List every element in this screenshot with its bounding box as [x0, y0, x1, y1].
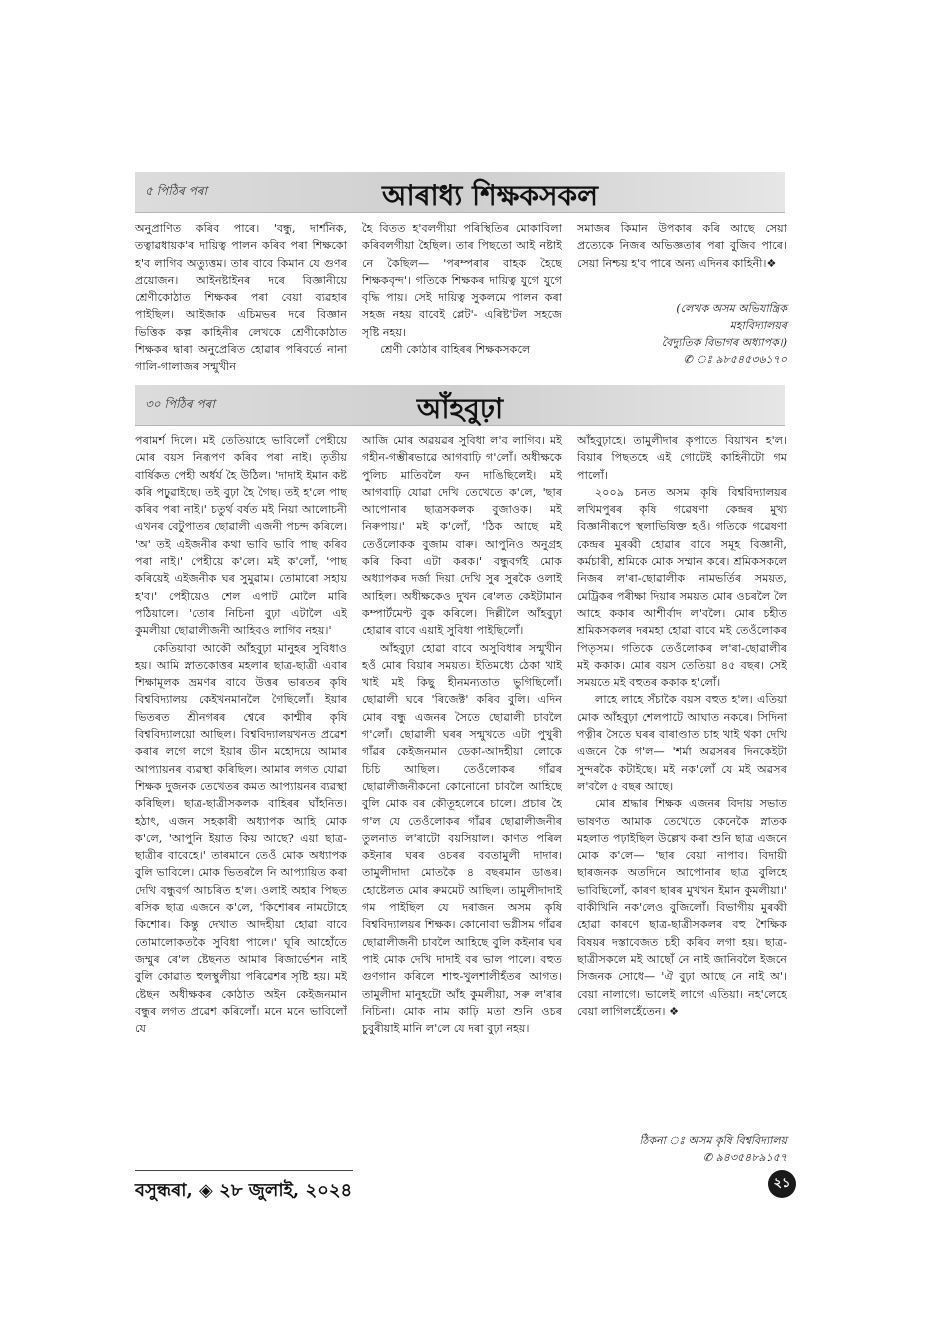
- phone-number: ✆ ৯৪৩৫৪৮৯১৫৭: [702, 1151, 787, 1164]
- paragraph: শ্ৰেণী কোঠাৰ বাহিৰৰ শিক্ষকসকলে: [380, 343, 531, 357]
- article2-column-1: [135, 432, 347, 1164]
- article-header-ahbura: [135, 385, 785, 426]
- paragraph: ২০০৯ চনত অসম কৃষি বিশ্ববিদ্যালয়ৰ লখিমপুৰৰ কৃষি গৱেষণা কেন্দ্ৰৰ মুখ্য বিজ্ঞানীৰূপে স্থলাভিষিক্ত হওঁ। গতিকে গৱেষণা কেন্দ্ৰৰ মুৰব্বী হোৱাৰ বাবে সমূহ বিজ্ঞানী, কৰ্মচাৰী, শ্ৰমিকে মোক সম্মান কৰে। শ্ৰমিকসকলে নিজৰ ল'ৰা-ছোৱালীক নামভৰ্তিৰ সময়ত, মেট্ৰিকৰ পৰীক্ষা দিয়াৰ সময়ত মোৰ ওচৰলৈ লৈ আহে ককাৰ আশীৰ্বাদ ল'বলৈ। মোৰ চহীত শ্ৰমিকসকলৰ দৰমহা হোৱা বাবে মই তেওঁলোকৰ পিতৃসম। গতিকে তেওঁলোকৰ ল'ৰা-ছোৱালীৰ মই ককাক। মোৰ বয়স তেতিয়া ৪৫ বছৰ। সেই সময়তে মই বহুতৰ ককাক হ'লোঁ।: [577, 485, 787, 690]
- article1-column-2: [362, 220, 562, 376]
- credit-line: মহাবিদ্যালয়ৰ: [729, 319, 787, 332]
- continued-from-note: ৩০ পিঠিৰ পৰা: [145, 397, 215, 411]
- paragraph: সমাজৰ কিমান উপকাৰ কৰি আছে সেয়া প্ৰত্যেকে নিজৰ অভিজ্ঞতাৰ পৰা বুজিব পাৰে। সেয়া নিশ্চয় হ'ব পাৰে অন্য এদিনৰ কাহিনী।❖: [577, 222, 787, 270]
- page-number-badge: ২১: [768, 1170, 796, 1198]
- paragraph: পৰামৰ্শ দিলে। মই তেতিয়াহে ভাবিলোঁ পেহীয়ে মোৰ বয়স নিৰূপণ কৰিব পৰা নাই। তৃতীয় বাৰ্ষিকত পেহী অৰ্ধৰ্য হৈ উঠিল। 'দাদাই ইমান কষ্ট কৰি পঢ়ুৱাইছে। তই বুঢ়া হৈ গৈছ। তই হ'লে পাছ কৰিব পৰা নাই।' চতুৰ্থ বৰ্ষত মই নিয়া আলোচনী এখনৰ বেটুপাতৰ ছোৱালী এজনী পচন্দ কৰিলে। 'অ' তই এইজনীৰ কথা ভাবি ভাবি পাছ কৰিব পৰা নাই।' পেহীয়ে ক'লে। মই ক'লোঁ, 'পাছ কৰিয়েই এইজনীক ঘৰ সুমুৱাম। তোমাৰো সহায় হ'ব।' পেহীয়েও শেল এপাট মোলৈ মাৰি পঠিয়ালে। 'তোৰ নিচিনা বুঢ়া এটালৈ এই কুমলীয়া ছোৱালীজনী আহিবও লাগিব নহয়।': [135, 434, 347, 638]
- article-header-aradhya: [135, 172, 785, 213]
- paragraph: আঁহবুঢ়া হোৱা বাবে অসুবিধাৰ সন্মুখীন হওঁ মোৰ বিয়াৰ সময়ত। ইতিমধ্যে ঠেকা খাই খাই মই কিছু হীনমন্যতাত ভুগিছিলোঁ। ছোৱালী ঘৰে 'ৰিজেক্ট' কৰিব বুলি। এদিন মোৰ বন্ধু এজনৰ সৈতে ছোৱালী চাবলৈ গ'লোঁ। ছোৱালী ঘৰৰ সন্মুখতে এটা পুখুৰী গাঁৱৰ কেইজনমান ডেকা-আদহীয়া লোকে চিচি আছিল। তেওঁলোকৰ গাঁৱৰ ছোৱালীজনীকনো কোনোনো চাবলৈ আহিছে বুলি মোক বৰ কৌতূহলেৰে চালে। প্ৰচাৰ হৈ গ'ল যে তেওঁলোকৰ গাঁৱৰ ছোৱালীজনীৰ তুলনাত ল'ৰাটো বয়সিয়াল। কাণত পৰিল কইনাৰ ঘৰৰ ওচৰৰ ববতামুলী দাদাৰ। তামুলীদাদা মোতকৈ ৪ বছৰমান ডাঙৰ। হোষ্টেলত মোৰ ৰুমমেট আছিল। তামুলীদাদাই গম পাইছিল যে দৰাজন অসম কৃষি বিশ্ববিদ্যালয়ৰ শিক্ষক। কোনোবা ভগ্নীসম গাঁৱৰ ছোৱালীজনী চাবলৈ আহিছে বুলি কইনাৰ ঘৰ পাই মোক দেখি দাদাই বৰ ভাল পালে। বহুত গুণগান কৰিলে শাহু-খুলশালীহঁতৰ আগত। তামুলীদা মানুহটো আঁহ কুমলীয়া, সৰু ল'ৰাৰ নিচিনা। মোক নাম কাঢ়ি মতা শুনি ওচৰ চুবুৰীয়াই মানি ল'লে যে দৰা বুঢ়া নহয়।: [362, 641, 562, 1036]
- paragraph: মোৰ শ্ৰদ্ধাৰ শিক্ষক এজনৰ বিদায় সভাত ভাষণত আমাক তেখেতে কেনেকৈ স্নাতক মহলাত পঢ়াইছিল উল্লেখ কৰা শুনি ছাত্ৰ এজনে মোক ক'লে— 'ছাৰ বেয়া নাপাব। বিদায়ী ছাৰজনক অতদিনে আপোনাৰ ছাত্ৰ বুলিহে ভাবিছিলোঁ, কাৰণ ছাৰৰ মুখখন ইমান কুমলীয়া।' বাকীখিনি নক'লেও বুজিলোঁ। বিভাগীয় মুৰব্বী হোৱা কাৰণে ছাত্ৰ-ছাত্ৰীসকলৰ বহু শৈক্ষিক বিষয়ৰ দস্তাবেজত চহী কৰিব লগা হয়। ছাত্ৰ-ছাত্ৰীসকলে মই আছোঁ নে নাই জানিবলৈ ইজনে সিজনক সোধে— 'ঐ বুঢ়া আছে নে নাই অ'। বেয়া নালাগে। ভালেই লাগে এতিয়া। নহ'লেহে বেয়া লাগিলহেঁতেন। ❖: [577, 797, 787, 1018]
- paragraph: অনুপ্ৰাণিত কৰিব পাৰে। 'বন্ধু, দাৰ্শনিক, তত্বাৱধায়ক'ৰ দায়িত্ব পালন কৰিব পৰা শিক্ষকো হ'ব লাগিব অত্যুত্তম। তাৰ বাবে কিমান যে গুণৰ প্ৰয়োজন। আইনষ্টাইনৰ দৰে বিজ্ঞানীয়ে শ্ৰেণীকোঠাত শিক্ষকৰ পৰা বেয়া ব্যৱহাৰ পাইছিল। আইজাক এচিমভৰ দৰে বিজ্ঞান ভিত্তিক কল্প কাহিনীৰ লেখকে শ্ৰেণীকোঠাত শিক্ষকৰ দ্বাৰা অনুপ্ৰেৰিত হোৱাৰ পৰিবৰ্তে নানা গালি-গালাজৰ সন্মুখীন: [135, 222, 347, 374]
- article-title: আৰাধ্য শিক্ষকসকল: [382, 179, 598, 212]
- credit-line: বৈদ্যুতিক বিভাগৰ অধ্যাপক।): [661, 336, 787, 349]
- footer-divider: [135, 1170, 353, 1171]
- article2-column-3: [577, 432, 787, 1127]
- article2-column-2: [362, 432, 562, 1164]
- article1-column-1: [135, 220, 347, 376]
- credit-line: ঠিকনা ঃ অসম কৃষি বিশ্ববিদ্যালয়: [639, 1134, 787, 1147]
- credit-line: (লেখক অসম অভিযান্ত্ৰিক: [676, 302, 787, 315]
- author-address: [577, 1132, 787, 1166]
- article1-column-3: [577, 220, 787, 290]
- paragraph: আজি মোৰ অৱয়ৱৰ সুবিধা ল'ব লাগিব। মই গহীন-গম্ভীৰভাৱে আগবাঢ়ি গ'লোঁ। অধীক্ষকে পুলিচ মাতিবলৈ ফন দাঙিছিলেই। মই আগবাঢ়ি যোৱা দেখি তেখেতে ক'লে, 'ছাৰ আপোনাৰ ছাত্ৰসকলক বুজাওক। মই নিৰুপায়।' মই ক'লোঁ, 'ঠিক আছে মই তেওঁলোকক বুজাম বাৰু। আপুনিও অনুগ্ৰহ কৰি কিবা এটা কৰক।' বন্ধুবৰ্গই মোক অধ্যাপকৰ দৰ্জা দিয়া দেখি সুৰ সুৰকৈ ওলাই আহিল। অধীক্ষকেও দুখন ৰে'লত কেইটামান কম্পাৰ্টমেণ্ট বুক কৰিলে। দিল্লীলৈ আঁহবুঢ়া হোৱাৰ বাবে এয়াই সুবিধা পাইছিলোঁ।: [362, 434, 562, 638]
- paragraph: আঁহবুঢ়াহে। তামুলীদাৰ কৃপাতে বিয়াখন হ'ল। বিয়াৰ পিছতহে এই গোটেই কাহিনীটো গম পালোঁ।: [577, 434, 787, 482]
- continued-from-note: ৫ পিঠিৰ পৰা: [145, 184, 207, 198]
- article-title: আঁহবুঢ়া: [416, 392, 504, 425]
- paragraph: লাহে লাহে সঁচাকৈ বয়স বহুত হ'ল। এতিয়া মোক আঁহবুঢ়া শেলপাটে আঘাত নকৰে। সিদিনা পত্নীৰ সৈতে ঘৰৰ বাৰাণ্ডাত চাহ খাই থকা দেখি এজনে কৈ গ'ল— 'শৰ্মা অৱসৰৰ দিনকেইটা সুন্দৰকৈ কটাইছে। মই নক'লোঁ যে মই অৱসৰ ল'বলৈ ৫ বছৰ আছে।: [577, 693, 787, 793]
- phone-number: ✆ ঃ ৯৮৫৪৫৩৬১৭০: [683, 353, 787, 366]
- footer-publication-date: বসুন্ধৰা, ◈ ২৮ জুলাই, ২০২৪: [135, 1180, 353, 1201]
- author-credit: [577, 300, 787, 368]
- paragraph: হৈ বিতত হ'বলগীয়া পৰিস্থিতিৰ মোকাবিলা কৰিবলগীয়া হৈছিল। তাৰ পিছতো আই নষ্টাই নে কৈছিল— 'পৰম্পৰাৰ বাহক হৈছে শিক্ষকবৃন্দ'। গতিকে শিক্ষকৰ দায়িত্ব যুগে যুগে বৃদ্ধি পায়। সেই দায়িত্ব সুকলমে পালন কৰা সহজ নহয় বাবেই প্লেট'- এৰিষ্ট'টল সহজে সৃষ্টি নহয়।: [362, 222, 562, 339]
- paragraph: কেতিয়াবা আকৌ আঁহবুঢ়া মানুহৰ সুবিধাও হয়। আমি স্নাতকোত্তৰ মহলাৰ ছাত্ৰ-ছাত্ৰী এবাৰ শিক্ষামূলক ভ্ৰমণৰ বাবে উত্তৰ ভাৰতৰ কৃষি বিশ্ববিদ্যালয় কেইখনমানলৈ গৈছিলোঁ। ইয়াৰ ভিতৰত শ্ৰীনগৰৰ শ্বেৰে কাশ্মীৰ কৃষি বিশ্ববিদ্যালয়ো আছিল। বিশ্ববিদ্যালয়খনত প্ৰৱেশ কৰাৰ লগে লগে ইয়াৰ ডীন মহোদয়ে আমাৰ আপ্যায়নৰ ব্যৱস্থা কৰিছিল। আমাৰ লগত যোৱা শিক্ষক দুজনক তেখেতৰ কমত আপ্যায়নৰ ব্যৱস্থা কৰিছিল। ছাত্ৰ-ছাত্ৰীসকলক বাহিৰৰ ঘাঁহনিত। হঠাৎ, এজন সহকাৰী অধ্যাপক আহি মোক ক'লে, 'আপুনি ইয়াত কিয় আছে? এয়া ছাত্ৰ-ছাত্ৰীৰ বাবেহে।' তাৰমানে তেওঁ মোক অধ্যাপক বুলি ভাবিলে। মোক ভিতৰলৈ নি আপ্যায়িত কৰা দেখি বন্ধুবৰ্গ আচৰিত হ'ল। ওলাই অহাৰ পিছত ৰসিক ছাত্ৰ এজনে ক'লে, 'কিশোৰৰ নামটোহে কিশোৰ। কিন্তু দেখাত আদহীয়া হোৱা বাবে তোমালোকতকৈ সুবিধা পালে।' ঘূৰি আহোঁতে জম্মুৰ ৰে'ল ষ্টেছনত আমাৰ ৰিজাৰ্ভেশন নাই বুলি কোৱাত হুলস্থুলীয়া পৰিৱেশৰ সৃষ্টি হয়। মই ষ্টেছন অধীক্ষকৰ কোঠাত অইন কেইজনমান বন্ধুৰ লগত প্ৰৱেশ কৰিলোঁ। মনে মনে ভাবিলোঁ যে: [135, 641, 347, 1036]
